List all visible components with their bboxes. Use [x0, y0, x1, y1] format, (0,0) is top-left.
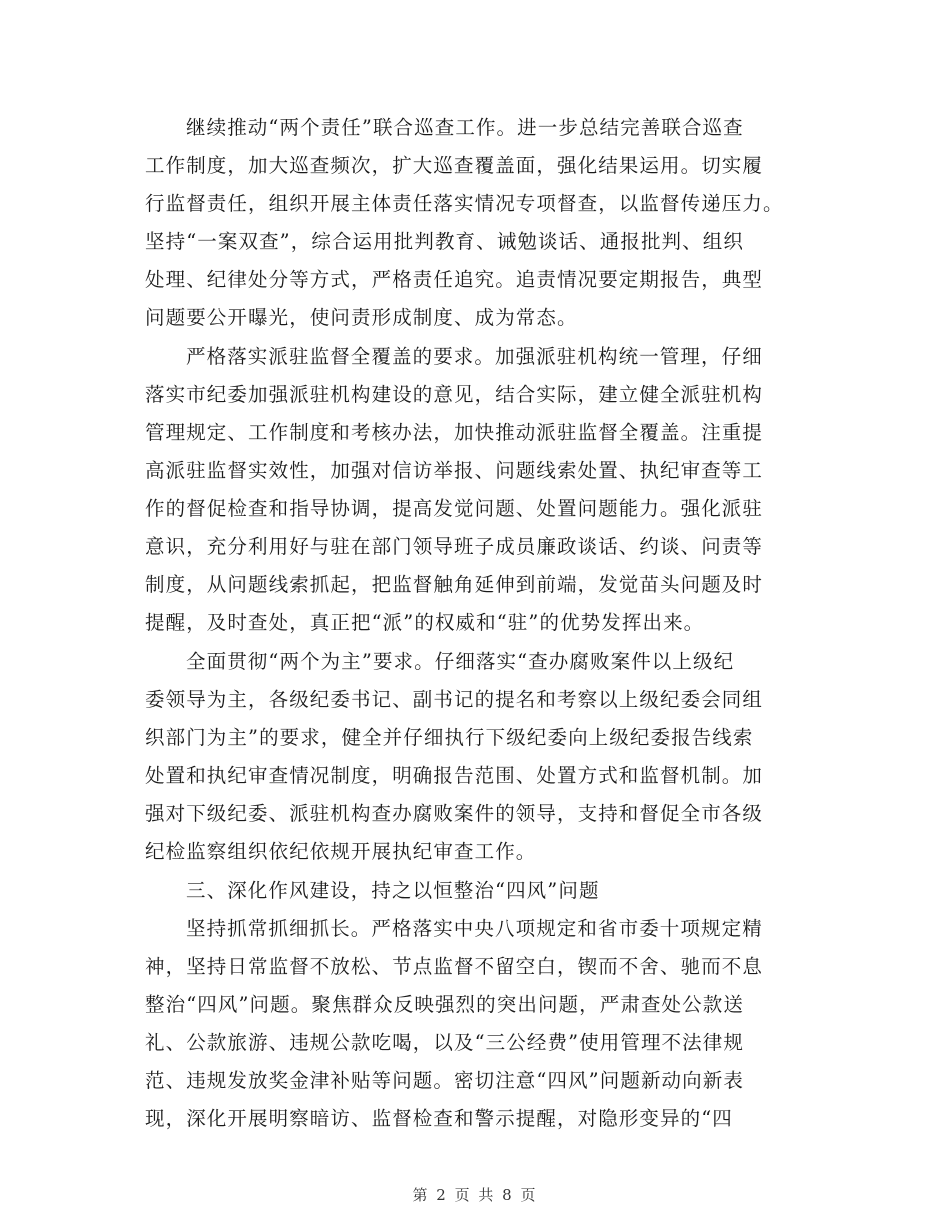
text-line: 落实市纪委加强派驻机构建设的意见，结合实际，建立健全派驻机构: [145, 383, 764, 406]
section-heading: 三、深化作风建设，持之以恒整治“四风”问题: [186, 879, 600, 902]
text-line: 礼、公款旅游、违规公款吃喝，以及“三公经费”使用管理不法律规: [145, 1031, 744, 1054]
page-number-footer: 第 2 页 共 8 页: [412, 1186, 538, 1204]
text-line: 范、违规发放奖金津补贴等问题。密切注意“四风”问题新动向新表: [145, 1069, 744, 1092]
text-line: 制度，从问题线索抓起，把监督触角延伸到前端，发觉苗头问题及时: [145, 573, 764, 596]
text-line: 继续推动“两个责任”联合巡查工作。进一步总结完善联合巡查: [186, 116, 744, 139]
text-line: 工作制度，加大巡查频次，扩大巡查覆盖面，强化结果运用。切实履: [145, 154, 764, 177]
text-line: 委领导为主，各级纪委书记、副书记的提名和考察以上级纪委会同组: [145, 688, 764, 711]
text-line: 处置和执纪审查情况制度，明确报告范围、处置方式和监督机制。加: [145, 764, 764, 787]
text-line: 意识，充分利用好与驻在部门领导班子成员廉政谈话、约谈、问责等: [145, 535, 764, 558]
text-line: 坚持“一案双查”，综合运用批判教育、诫勉谈话、通报批判、组织: [145, 230, 744, 253]
text-line: 高派驻监督实效性，加强对信访举报、问题线索处置、执纪审查等工: [145, 459, 764, 482]
text-line: 严格落实派驻监督全覆盖的要求。加强派驻机构统一管理，仔细: [186, 345, 763, 368]
text-line: 管理规定、工作制度和考核办法，加快推动派驻监督全覆盖。注重提: [145, 421, 764, 444]
text-line: 行监督责任，组织开展主体责任落实情况专项督查，以监督传递压力。: [145, 192, 784, 215]
text-line: 坚持抓常抓细抓长。严格落实中央八项规定和省市委十项规定精: [186, 917, 763, 940]
text-line: 处理、纪律处分等方式，严格责任追究。追责情况要定期报告，典型: [145, 268, 764, 291]
text-line: 作的督促检查和指导协调，提高发觉问题、处置问题能力。强化派驻: [145, 497, 764, 520]
text-line: 整治“四风”问题。聚焦群众反映强烈的突出问题，严肃查处公款送: [145, 993, 744, 1016]
text-line: 强对下级纪委、派驻机构查办腐败案件的领导，支持和督促全市各级: [145, 802, 764, 825]
text-line: 提醒，及时查处，真正把“派”的权威和“驻”的优势发挥出来。: [145, 611, 705, 634]
text-line: 问题要公开曝光，使问责形成制度、成为常态。: [145, 306, 578, 329]
text-line: 现，深化开展明察暗访、监督检查和警示提醒，对隐形变异的“四: [145, 1107, 733, 1130]
text-line: 神，坚持日常监督不放松、节点监督不留空白，锲而不舍、驰而不息: [145, 955, 764, 978]
text-line: 织部门为主”的要求，健全并仔细执行下级纪委向上级纪委报告线索: [145, 726, 754, 749]
text-line: 纪检监察组织依纪依规开展执纪审查工作。: [145, 840, 537, 863]
text-line: 全面贯彻“两个为主”要求。仔细落实“查办腐败案件以上级纪: [186, 650, 735, 673]
